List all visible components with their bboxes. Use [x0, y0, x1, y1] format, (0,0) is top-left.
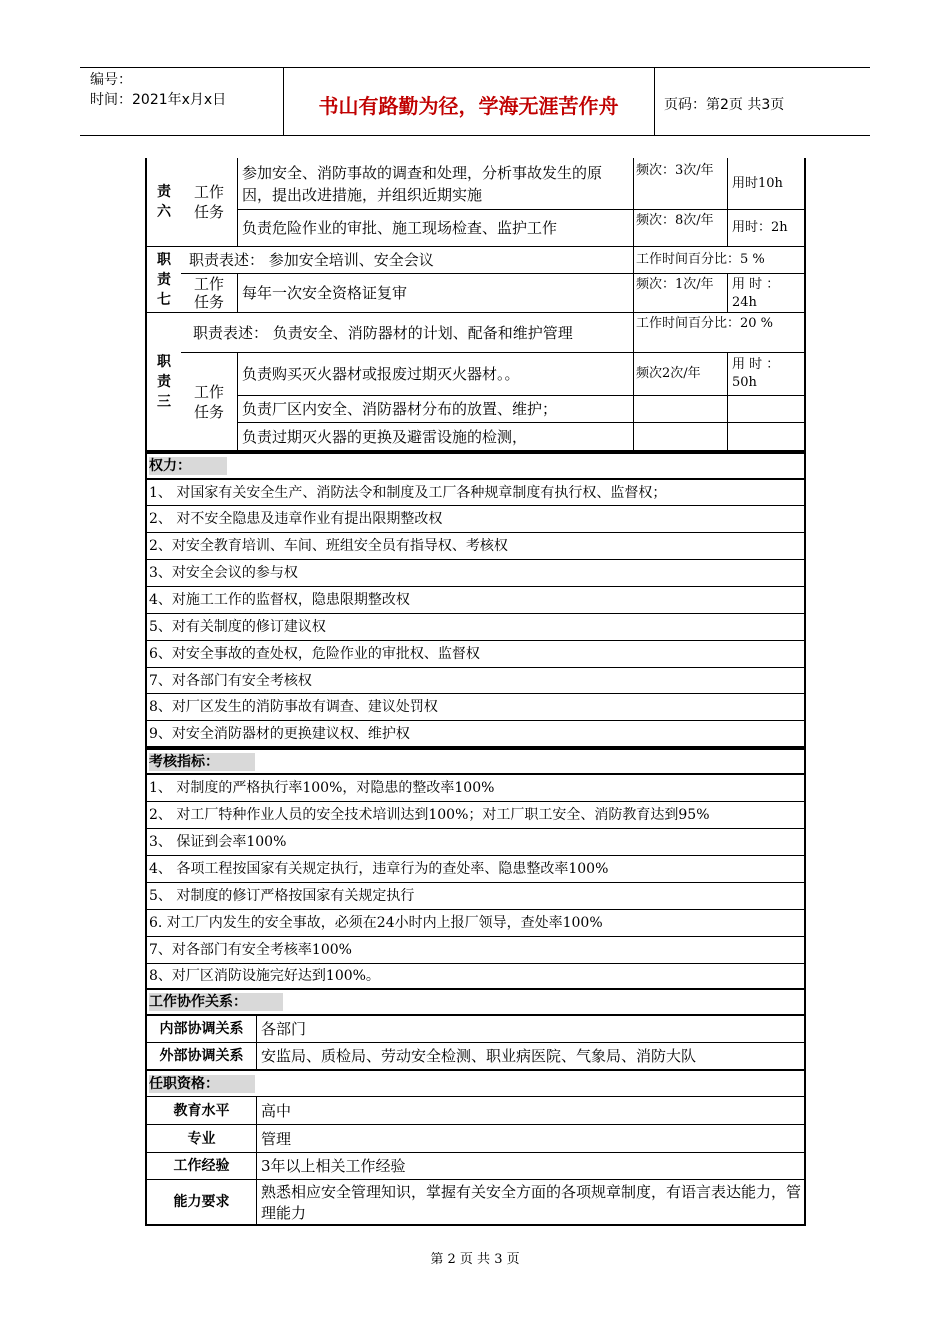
kpi-title: 考核指标：	[149, 753, 255, 771]
duty6-time-1: 用时10h	[728, 158, 806, 210]
duty7-frequency: 频次：1次/年	[634, 274, 728, 313]
major-value: 管理	[257, 1125, 806, 1153]
kpi-item: 6. 对工厂内发生的安全事故，必须在24小时内上报厂领导，查处率100%	[145, 910, 806, 937]
duty7-task: 每年一次安全资格证复审	[237, 274, 634, 313]
document-time-label: 时间：2021年x月x日	[90, 92, 227, 108]
duty3-task-label: 工作任务	[193, 382, 224, 421]
duty3-time-1: 用 时 ：50h	[728, 353, 806, 396]
internal-relations-value: 各部门	[257, 1016, 806, 1043]
duty3-label: 职责三	[157, 353, 171, 410]
duty6-time-2: 用时：2h	[728, 210, 806, 247]
powers-item: 2、对安全教育培训、车间、班组安全员有指导权、考核权	[145, 533, 806, 560]
major-label: 专业	[145, 1125, 257, 1153]
duty6-freq-2: 频次：8次/年	[634, 210, 728, 247]
powers-item: 9、对安全消防器材的更换建议权、维护权	[145, 721, 806, 748]
powers-item: 6、对安全事故的查处权，危险作业的审批权、监督权	[145, 641, 806, 668]
duty7-time-percent: 工作时间百分比：5 %	[634, 247, 806, 274]
duty6-label-cell	[145, 158, 181, 247]
powers-item: 7、对各部门有安全考核权	[145, 668, 806, 694]
kpi-item: 2、 对工厂特种作业人员的安全技术培训达到100%；对工厂职工安全、消防教育达到95%	[145, 802, 806, 829]
kpi-item: 3、 保证到会率100%	[145, 829, 806, 856]
powers-title: 权力：	[149, 457, 227, 475]
duty7-description: 职责表述： 参加安全培训、安全会议	[181, 247, 634, 274]
duty3-task-2: 负责厂区内安全、消防器材分布的放置、维护；	[237, 396, 634, 423]
experience-label: 工作经验	[145, 1153, 257, 1180]
document-number-label: 编号：	[90, 72, 132, 88]
internal-relations-label: 内部协调关系	[145, 1016, 257, 1043]
duty3-task-3: 负责过期灭火器的更换及避雷设施的检测，	[237, 423, 634, 452]
duty6-label: 责六	[157, 184, 171, 220]
powers-item: 8、对厂区发生的消防事故有调查、建议处罚权	[145, 694, 806, 721]
powers-item: 1、 对国家有关安全生产、消防法令和制度及工厂各种规章制度有执行权、监督权；	[145, 480, 806, 506]
duty7-label: 职责七	[157, 251, 171, 308]
qualifications-title-row	[145, 1071, 806, 1097]
duty7-task-label: 工作任务	[193, 275, 224, 311]
powers-title-row	[145, 452, 806, 480]
duty6-freq-1: 频次：3次/年	[634, 158, 728, 210]
ability-value: 熟悉相应安全管理知识，掌握有关安全方面的各项规章制度，有语言表达能力，管理能力	[257, 1180, 806, 1226]
external-relations-label: 外部协调关系	[145, 1043, 257, 1071]
duty6-task-2: 负责危险作业的审批、施工现场检查、监护工作	[237, 210, 634, 247]
duty3-freq-2	[634, 396, 728, 423]
duty3-task-label-cell	[181, 353, 237, 452]
powers-item: 4、对施工工作的监督权，隐患限期整改权	[145, 587, 806, 614]
duty7-label-cell	[145, 247, 181, 313]
kpi-item: 1、 对制度的严格执行率100%，对隐患的整改率100%	[145, 775, 806, 802]
duty3-time-3	[728, 423, 806, 452]
duty3-description: 职责表述： 负责安全、消防器材的计划、配备和维护管理	[181, 313, 634, 353]
header-page-number: 页码：第2页 共3页	[664, 97, 785, 113]
duty6-task-label: 工作任务	[193, 183, 224, 221]
kpi-title-row	[145, 748, 806, 775]
powers-item: 5、对有关制度的修订建议权	[145, 614, 806, 641]
experience-value: 3年以上相关工作经验	[257, 1153, 806, 1180]
duty3-time-2	[728, 396, 806, 423]
header-meta	[90, 70, 226, 110]
duty3-freq-3	[634, 423, 728, 452]
duty6-task-label-cell	[181, 158, 237, 247]
relations-title: 工作协作关系：	[149, 993, 283, 1011]
header-divider	[654, 67, 655, 136]
education-label: 教育水平	[145, 1097, 257, 1125]
duty7-task-label-cell	[181, 274, 237, 313]
powers-item: 3、对安全会议的参与权	[145, 560, 806, 587]
duty3-time-percent: 工作时间百分比：20 %	[634, 313, 806, 353]
duty3-label-cell	[145, 313, 181, 452]
header-rule-bottom	[80, 135, 870, 136]
kpi-item: 8、对厂区消防设施完好达到100%。	[145, 964, 806, 990]
kpi-item: 7、对各部门有安全考核率100%	[145, 937, 806, 964]
external-relations-value: 安监局、质检局、劳动安全检测、职业病医院、气象局、消防大队	[257, 1043, 806, 1071]
page-footer: 第 2 页 共 3 页	[430, 1252, 520, 1267]
kpi-item: 4、 各项工程按国家有关规定执行，违章行为的查处率、隐患整改率100%	[145, 856, 806, 883]
kpi-item: 5、 对制度的修订严格按国家有关规定执行	[145, 883, 806, 910]
header-rule-top	[80, 67, 870, 68]
header-motto: 书山有路勤为径，学海无涯苦作舟	[318, 94, 619, 118]
ability-label: 能力要求	[145, 1180, 257, 1226]
duty3-freq-1: 频次2次/年	[634, 353, 728, 396]
qualifications-title: 任职资格：	[149, 1075, 255, 1093]
powers-item: 2、 对不安全隐患及违章作业有提出限期整改权	[145, 506, 806, 533]
duty3-task-1: 负责购买灭火器材或报废过期灭火器材。。	[237, 353, 634, 396]
relations-title-row	[145, 990, 806, 1016]
duty7-duration: 用 时 ：24h	[728, 274, 806, 313]
education-value: 高中	[257, 1097, 806, 1125]
duty6-task-1: 参加安全、消防事故的调查和处理，分析事故发生的原因，提出改进措施，并组织近期实施	[237, 158, 634, 210]
